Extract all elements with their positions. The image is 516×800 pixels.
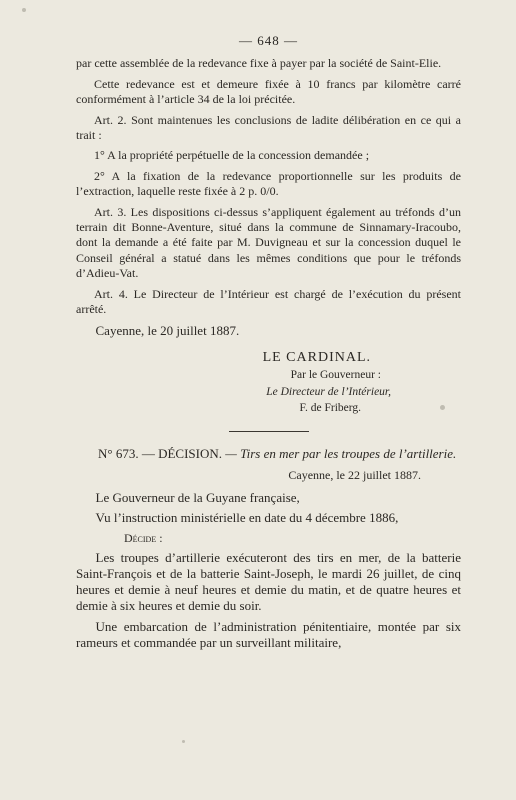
- signature-name: LE CARDINAL.: [262, 349, 371, 365]
- paragraph-art-2: Art. 2. Sont maintenues les conclusions de ladite délibération en ce qui a trait :: [76, 112, 461, 143]
- decision-date: Cayenne, le 22 juillet 1887.: [288, 467, 421, 482]
- page-number: — 648 —: [239, 33, 298, 48]
- decide-heading: Décide :: [124, 530, 163, 545]
- signature-line-2: Le Directeur de l’Intérieur,: [266, 385, 391, 398]
- decision-body-1: Les troupes d’artillerie exécuteront des tirs en mer, de la batterie Saint-François et de la batterie Saint-Joseph, le mardi 26 juillet, de cinq heures et demie à neuf heures et demie du matin, et de quatre heures et demie à six heures et demie du soir.: [76, 550, 461, 614]
- paragraph-item-1: 1° A la propriété perpétuelle de la concession demandée ;: [94, 148, 370, 163]
- paragraph-continuation: par cette assemblée de la redevance fixe à payer par la société de Saint-Elie.: [76, 56, 442, 71]
- paper-speck: [22, 8, 26, 12]
- paper-speck: [182, 740, 185, 743]
- decision-title: [76, 446, 461, 462]
- paragraph-art-3: Art. 3. Les dispositions ci-dessus s’appliquent également au tréfonds d’un terrain dit Bonne-Aventure, situé dans la commune de Sinnamary-Iracoubo, dont la demande a été faite par M. Duvigneau et sur la concession duquel le Conseil général a statué dans les mêmes conditions que pour le tréfonds d’Adieu-Vat.: [76, 204, 461, 281]
- vu-line: Vu l’instruction ministérielle en date du 4 décembre 1886,: [95, 510, 399, 526]
- paragraph-art-4: Art. 4. Le Directeur de l’Intérieur est chargé de l’exécution du présent arrêté.: [76, 286, 461, 317]
- gouverneur-line: Le Gouverneur de la Guyane française,: [95, 489, 300, 505]
- decision-title-prefix: N° 673. — DÉCISION.: [98, 445, 223, 461]
- signature-line-1: Par le Gouverneur :: [290, 369, 381, 382]
- paragraph-item-2: 2° A la fixation de la redevance proportionnelle sur les produits de l’extraction, laquelle reste fixée à 2 p. 0/0.: [76, 168, 461, 199]
- paper-speck: [440, 405, 445, 410]
- decision-body-2: Une embarcation de l’administration pénitentiaire, montée par six rameurs et commandée par un surveillant militaire,: [76, 619, 461, 651]
- signature-line-3: F. de Friberg.: [299, 402, 361, 415]
- page-content: [76, 33, 461, 656]
- paragraph-redevance: Cette redevance est et demeure fixée à 10 francs par kilomètre carré conformément à l’article 34 de la loi précitée.: [76, 76, 461, 107]
- decision-title-rest: — Tirs en mer par les troupes de l’artillerie.: [222, 445, 457, 461]
- section-divider: [229, 431, 309, 432]
- closing-date: Cayenne, le 20 juillet 1887.: [95, 322, 240, 338]
